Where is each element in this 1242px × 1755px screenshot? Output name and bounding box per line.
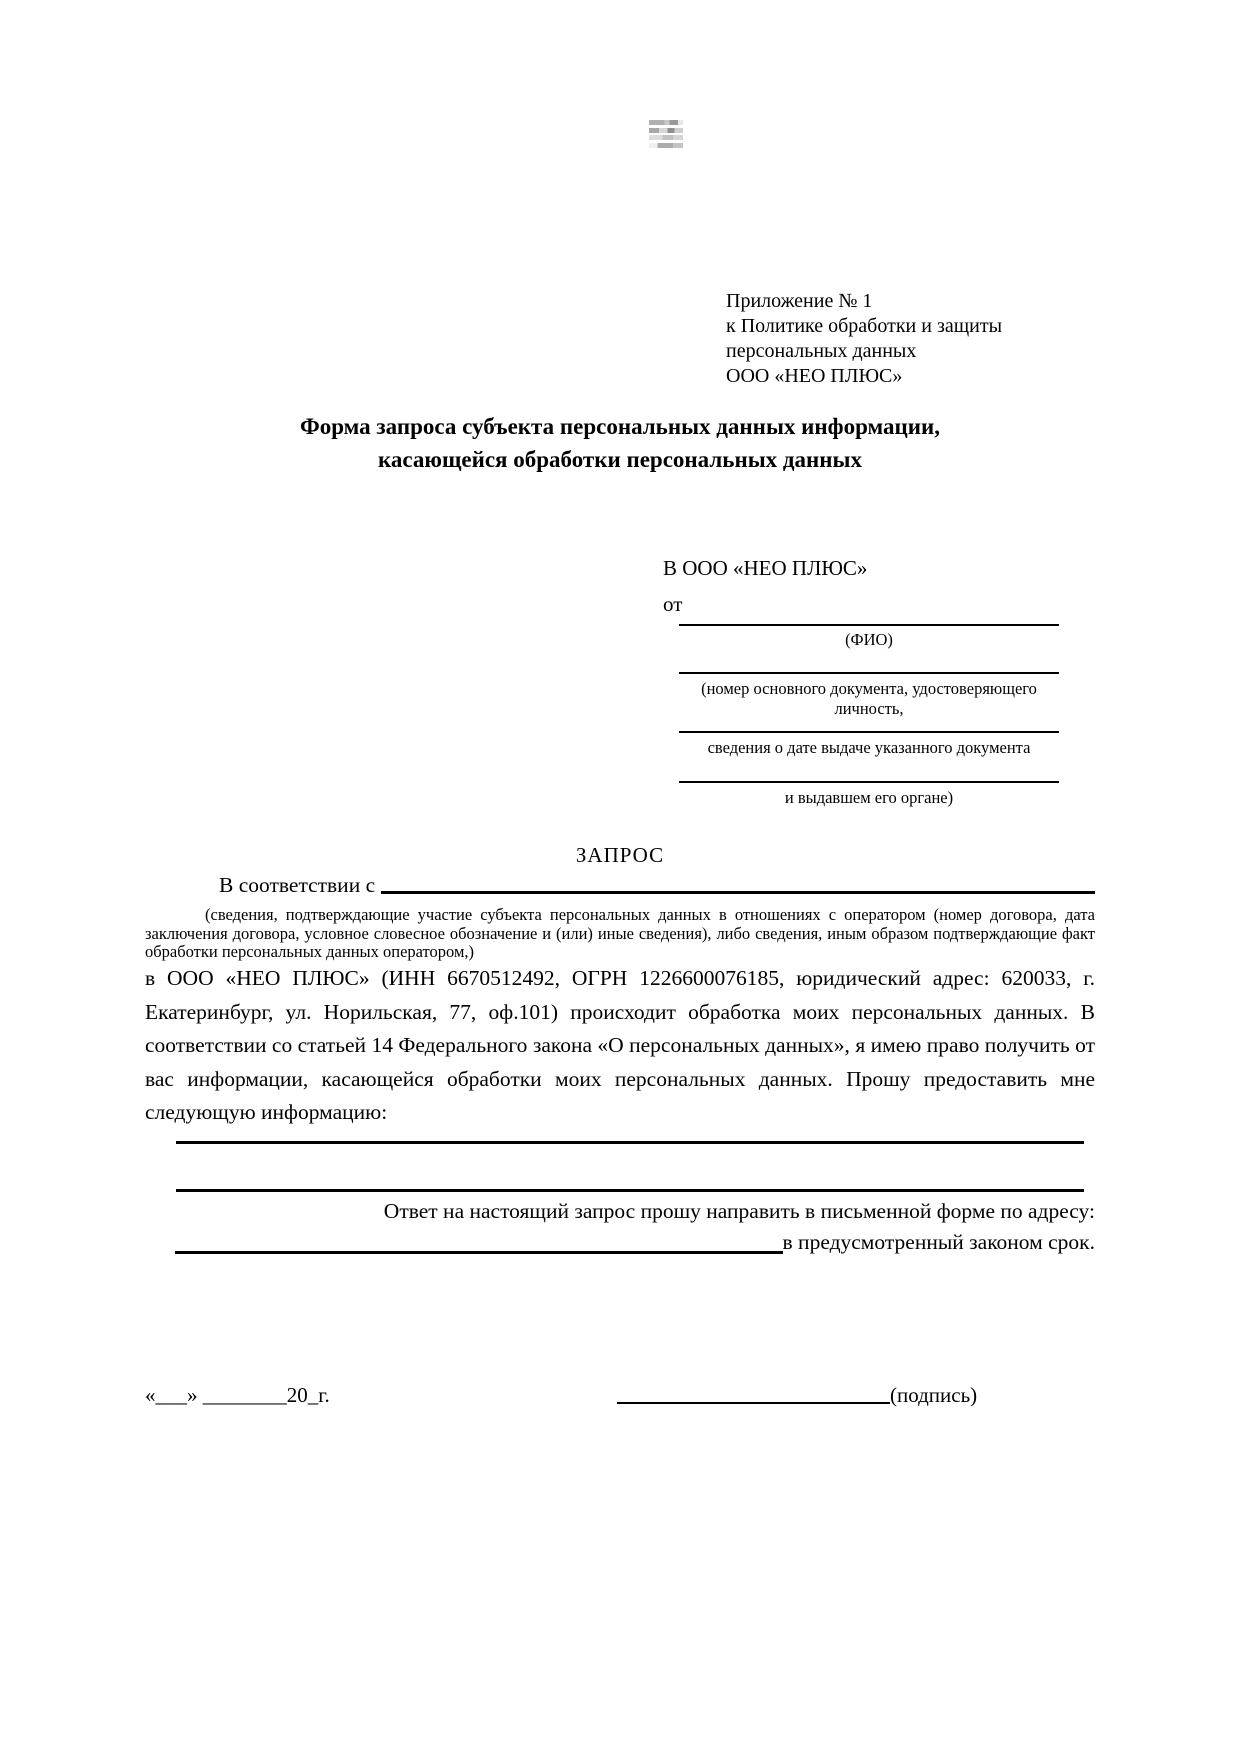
reply-line-2-suffix: в предусмотренный законом срок. bbox=[782, 1230, 1095, 1254]
issue-date-field-line[interactable] bbox=[679, 731, 1059, 733]
issuing-authority-field-line[interactable] bbox=[679, 781, 1059, 783]
document-number-field-line[interactable] bbox=[679, 672, 1059, 674]
annex-line-1: Приложение № 1 bbox=[726, 290, 873, 312]
reply-line-1: Ответ на настоящий запрос прошу направить в письменной форме по адресу: bbox=[383, 1199, 1095, 1223]
request-heading: ЗАПРОС bbox=[575, 843, 665, 867]
annex-line-4: ООО «НЕО ПЛЮС» bbox=[726, 365, 903, 387]
according-label: В соответствии с bbox=[219, 873, 376, 897]
fine-print-note: (сведения, подтверждающие участие субъекта персональных данных в отношениях с оператором (номер договора, дата заключения договора, условное словесное обозначение и (или) иные сведения), либо сведения, иным образом подтверждающие факт обработки персональных данных оператором,) bbox=[145, 905, 1095, 961]
addressee-from-label: от bbox=[663, 592, 683, 616]
logo-stripe bbox=[649, 143, 683, 148]
annex-block bbox=[726, 289, 1002, 389]
according-row bbox=[145, 873, 1095, 898]
reply-paragraph bbox=[145, 1196, 1095, 1258]
form-title-line-1: Форма запроса субъекта персональных данных информации, bbox=[299, 414, 941, 439]
information-blank-line-2[interactable] bbox=[176, 1189, 1084, 1192]
signature-blank-line[interactable] bbox=[617, 1402, 890, 1404]
addressee-to: В ООО «НЕО ПЛЮС» bbox=[663, 556, 868, 580]
fio-field-line[interactable] bbox=[679, 624, 1059, 626]
address-blank-line[interactable] bbox=[175, 1251, 783, 1254]
reply-line-2 bbox=[145, 1227, 1095, 1258]
issue-date-field-caption: сведения о дате выдаче указанного документа bbox=[707, 738, 1031, 757]
fio-field-caption: (ФИО) bbox=[845, 630, 893, 649]
logo-stripe bbox=[649, 135, 683, 140]
annex-line-2: к Политике обработки и защиты bbox=[726, 315, 1003, 337]
annex-line-3: персональных данных bbox=[726, 340, 917, 362]
information-blank-line-1[interactable] bbox=[176, 1141, 1084, 1144]
signature-caption: (подпись) bbox=[890, 1383, 978, 1407]
request-body-paragraph: в ООО «НЕО ПЛЮС» (ИНН 6670512492, ОГРН 1226600076185, юридический адрес: 620033, г. Екатеринбург, ул. Норильская, 77, оф.101) происходит обработка моих персональных данных. В соответствии со статьей 14 Федерального закона «О персональных данных», я имею право получить от вас информации, касающейся обработки моих персональных данных. Прошу предоставить мне следующую информацию: bbox=[145, 966, 1095, 1124]
form-title bbox=[145, 410, 1095, 476]
blurred-logo-image bbox=[649, 120, 683, 148]
date-field[interactable]: «___» ________20_г. bbox=[145, 1383, 330, 1407]
according-blank-line[interactable] bbox=[381, 891, 1095, 894]
document-number-field-caption: (номер основного документа, удостоверяющего личность, bbox=[701, 679, 1037, 718]
issuing-authority-field-caption: и выдавшем его органе) bbox=[784, 788, 954, 807]
logo-stripe bbox=[649, 128, 683, 133]
logo-stripe bbox=[649, 120, 683, 125]
form-title-line-2: касающейся обработки персональных данных bbox=[377, 447, 863, 472]
signature-block bbox=[617, 1383, 1095, 1408]
